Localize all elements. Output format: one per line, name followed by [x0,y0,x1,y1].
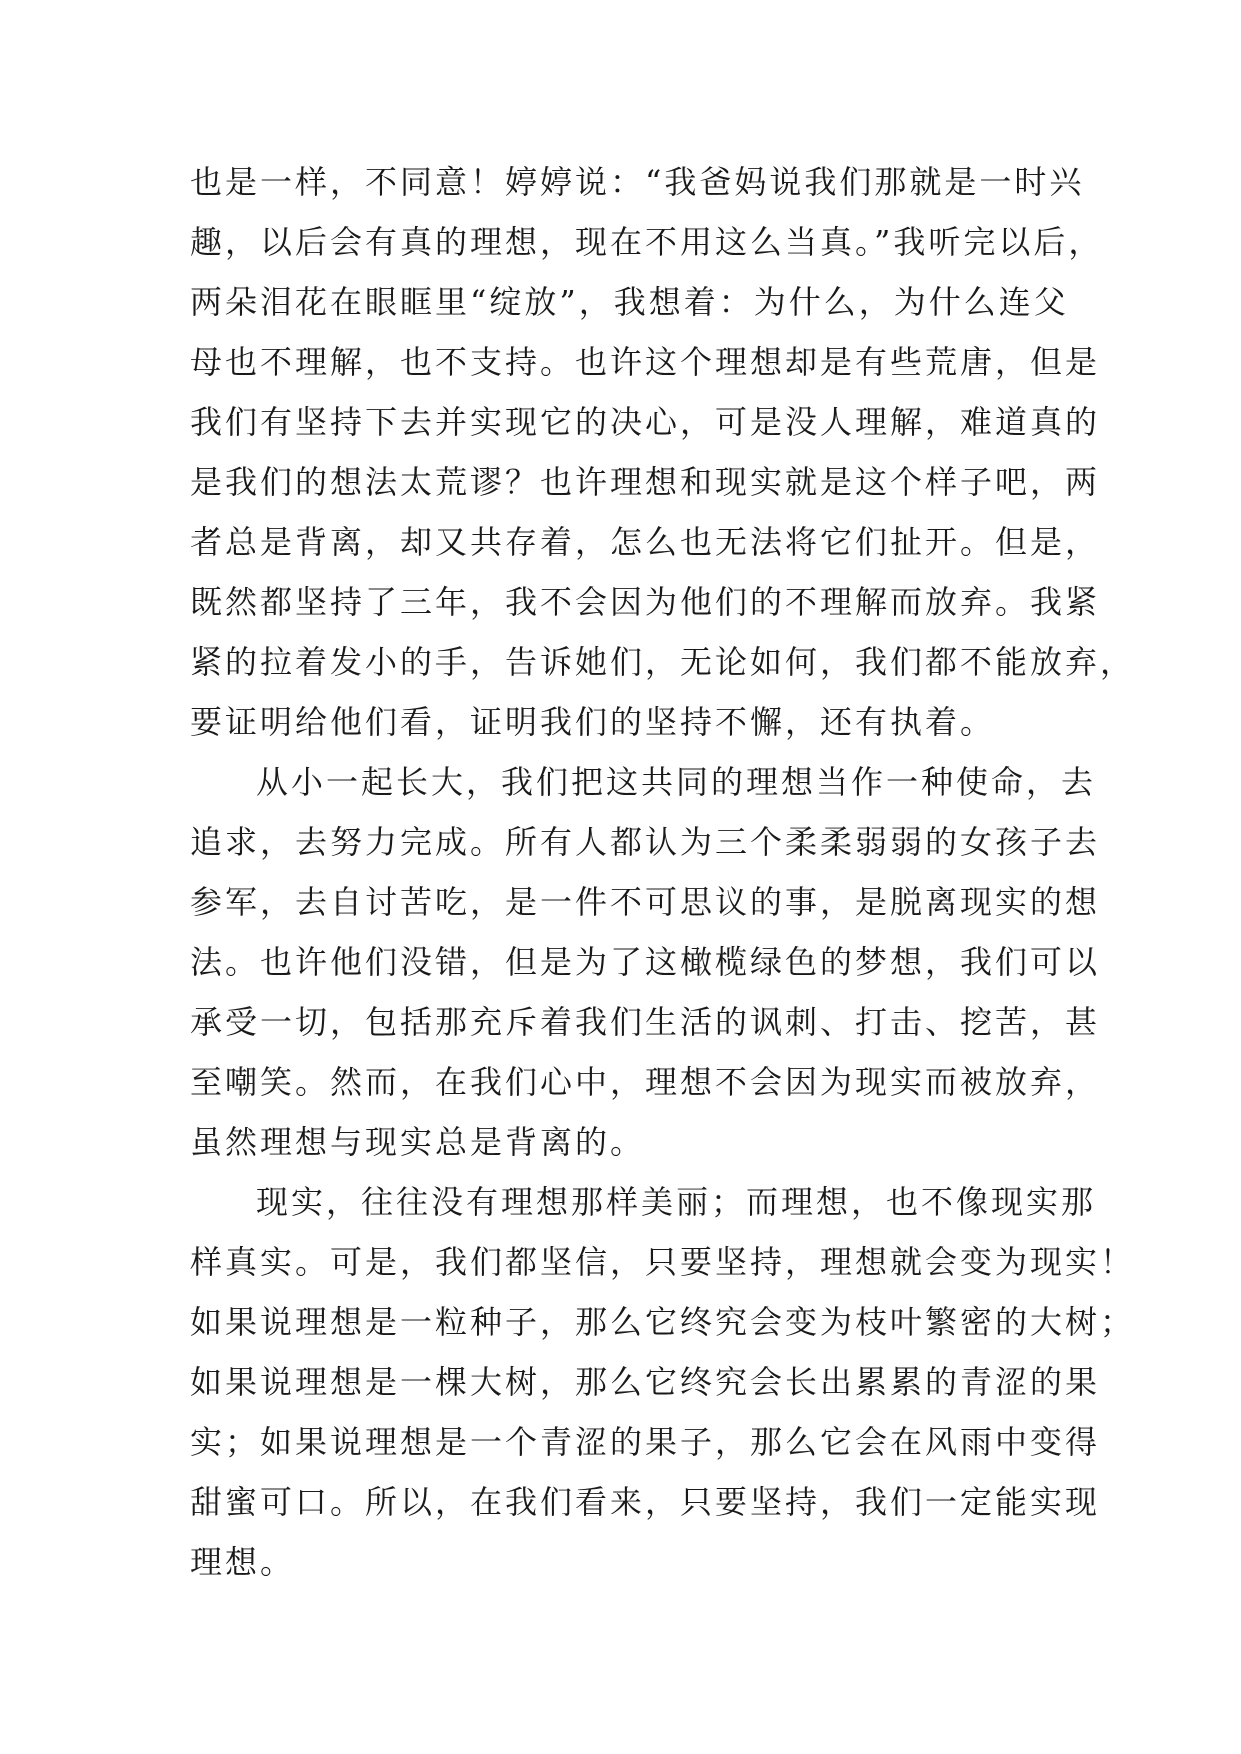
text-line: 我们有坚持下去并实现它的决心，可是没人理解，难道真的 [190,403,1101,441]
paragraph-1 [190,152,1136,752]
text-line: 两朵泪花在眼眶里“绽放”，我想着：为什么，为什么连父 [190,283,1069,321]
text-line: 实；如果说理想是一个青涩的果子，那么它会在风雨中变得 [190,1423,1101,1461]
paragraph-2 [190,752,1101,1172]
text-line: 者总是背离，却又共存着，怎么也无法将它们扯开。但是， [190,523,1101,561]
text-line: 甜蜜可口。所以，在我们看来，只要坚持，我们一定能实现 [190,1483,1101,1521]
text-line: 承受一切，包括那充斥着我们生活的讽刺、打击、挖苦，甚 [190,1003,1101,1041]
text-line: 理想。 [190,1543,296,1581]
text-line: 趣，以后会有真的理想，现在不用这么当真。”我听完以后， [190,223,1104,261]
text-line: 母也不理解，也不支持。也许这个理想却是有些荒唐，但是 [190,343,1101,381]
text-line: 参军，去自讨苦吃，是一件不可思议的事，是脱离现实的想 [190,883,1101,921]
text-line: 现实，往往没有理想那样美丽；而理想，也不像现实那 [256,1183,1097,1221]
text-line: 如果说理想是一粒种子，那么它终究会变为枝叶繁密的大树； [190,1303,1136,1341]
text-line: 从小一起长大，我们把这共同的理想当作一种使命，去 [256,763,1097,801]
paragraph-3 [190,1172,1136,1592]
text-line: 至嘲笑。然而，在我们心中，理想不会因为现实而被放弃， [190,1063,1101,1101]
text-line: 如果说理想是一棵大树，那么它终究会长出累累的青涩的果 [190,1363,1101,1401]
text-line: 也是一样，不同意！婷婷说：“我爸妈说我们那就是一时兴 [190,163,1085,201]
text-line: 法。也许他们没错，但是为了这橄榄绿色的梦想，我们可以 [190,943,1101,981]
text-line: 是我们的想法太荒谬？也许理想和现实就是这个样子吧，两 [190,463,1101,501]
body-text [190,152,1136,1592]
text-line: 紧的拉着发小的手，告诉她们，无论如何，我们都不能放弃， [190,643,1136,681]
text-line: 要证明给他们看，证明我们的坚持不懈，还有执着。 [190,703,996,741]
text-line: 样真实。可是，我们都坚信，只要坚持，理想就会变为现实！ [190,1243,1136,1281]
text-line: 追求，去努力完成。所有人都认为三个柔柔弱弱的女孩子去 [190,823,1101,861]
text-line: 虽然理想与现实总是背离的。 [190,1123,646,1161]
text-line: 既然都坚持了三年，我不会因为他们的不理解而放弃。我紧 [190,583,1101,621]
